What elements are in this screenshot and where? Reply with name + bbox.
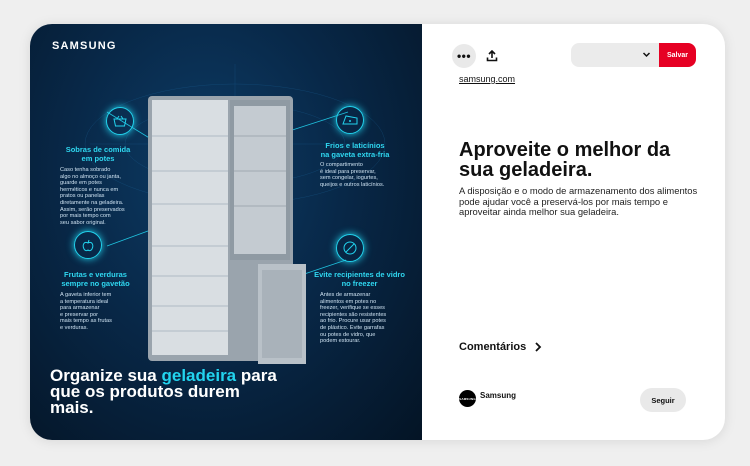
headline-pre: Organize sua: [50, 366, 162, 385]
feature-text-fruits: A gaveta inferior tem a temperatura ideal para armazenar e preservar por mais tempo as frutas e verduras.: [60, 292, 112, 331]
pin-image[interactable]: [30, 24, 422, 440]
image-headline: [50, 368, 280, 416]
comments-toggle[interactable]: [459, 341, 542, 353]
feature-text-dairy: O compartimento é ideal para preservar, sem congelar, iogurtes, queijos e outros laticínios.: [320, 162, 385, 188]
pin-details: [422, 24, 725, 440]
save-button[interactable]: Salvar: [659, 43, 696, 67]
apple-icon: [74, 231, 102, 259]
no-glass-icon: [336, 234, 364, 262]
share-icon: [486, 50, 498, 62]
chevron-right-icon: [534, 342, 542, 352]
feature-title-glass: Evite recipientes de vidro no freezer: [314, 270, 405, 288]
pin-card: [30, 24, 725, 440]
pin-title: Aproveite o melhor da sua geladeira.: [459, 139, 671, 181]
chevron-down-icon: [642, 50, 651, 59]
feature-title-leftovers: Sobras de comida em potes: [65, 145, 131, 163]
pin-description: A disposição e o modo de armazenamento dos alimentos pode ajudar você a preservá-los por mais tempo e aproveitar ainda melhor sua geladeira.: [459, 185, 698, 217]
feature-text-glass: Antes de armazenar alimentos em potes no freezer, verifique se esses recipientes são resistentes ao frio. Procure usar potes de plástico. Evite garrafas ou potes de vidro, que podem estourar.: [320, 292, 387, 345]
avatar-logo-text: SAMSUNG: [459, 396, 476, 401]
avatar[interactable]: [459, 390, 476, 407]
cheese-icon: [336, 106, 364, 134]
feature-text-leftovers: Caso tenha sobrado algo no almoço ou janta, guarde em potes herméticos e nunca em pratos ou panelas diretamente na geladeira. Assim, serão preservados por mais tempo com seu sabor original.: [60, 167, 125, 226]
comments-heading: Comentários: [459, 341, 527, 353]
headline-accent: geladeira: [161, 366, 237, 385]
follow-button[interactable]: Seguir: [640, 388, 686, 412]
feature-title-fruits: Frutas e verduras sempre no gavetão: [61, 270, 130, 288]
share-button[interactable]: [480, 44, 504, 68]
feature-title-dairy: Frios e laticínios na gaveta extra-fria: [320, 141, 390, 159]
board-select[interactable]: [571, 43, 659, 67]
headline-post: para que os produtos durem mais.: [50, 366, 277, 417]
source-link[interactable]: samsung.com: [459, 74, 516, 84]
author-name[interactable]: Samsung: [480, 391, 517, 400]
food-basket-icon: [106, 107, 134, 135]
fridge-illustration: [148, 96, 308, 366]
brand-logo: SAMSUNG: [52, 40, 117, 52]
more-options-button[interactable]: •••: [452, 44, 476, 68]
